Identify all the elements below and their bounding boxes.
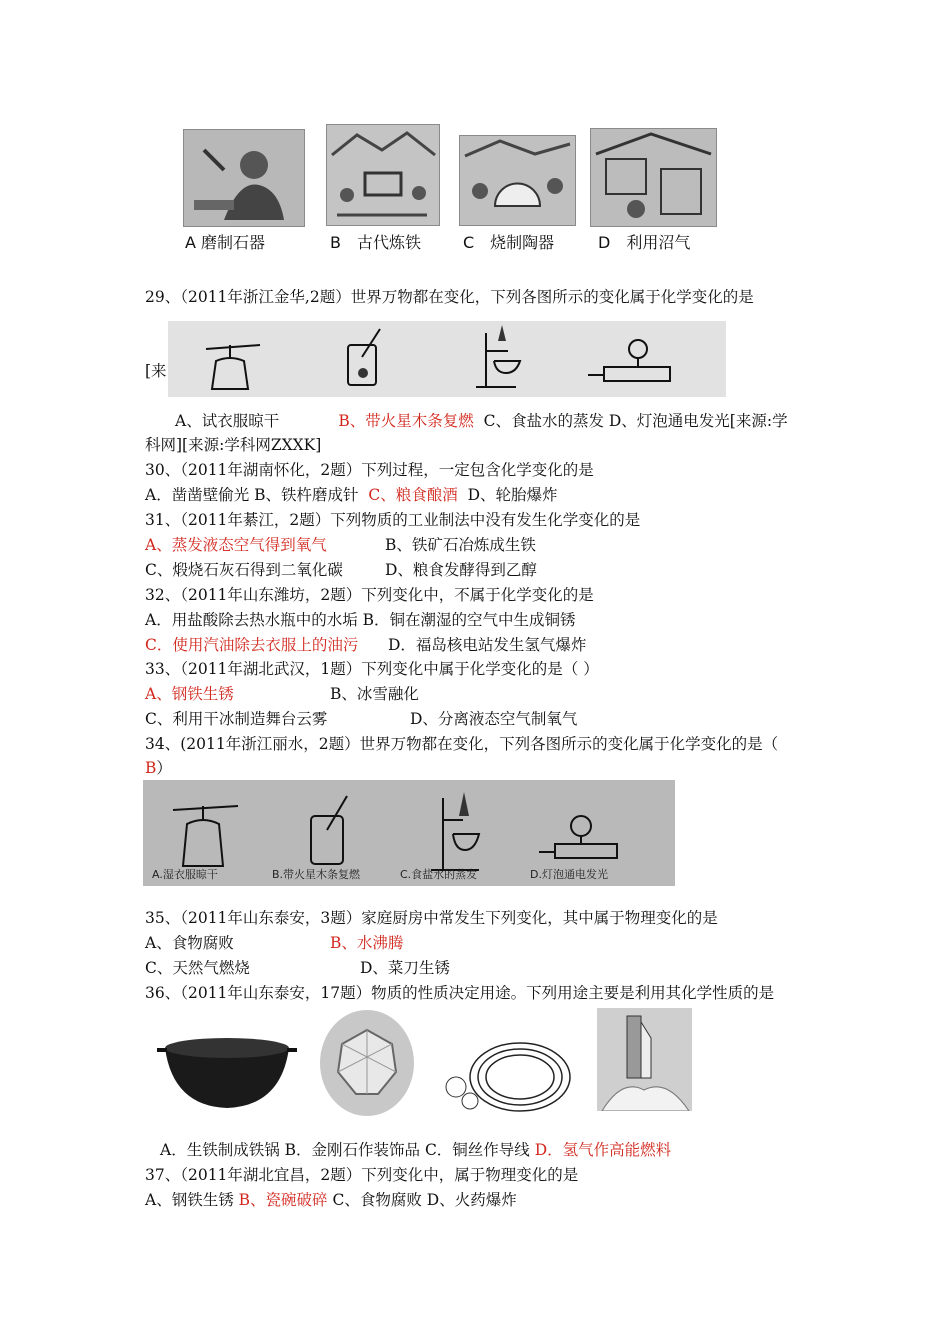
q31-option-d: D、粮食发酵得到乙醇 [385,561,537,579]
q33-option-c: C、利用干冰制造舞台云雾 [145,710,328,728]
q31-option-c: C、煅烧石灰石得到二氧化碳 [145,561,343,579]
q30-stem: 30、（2011年湖南怀化，2题）下列过程，一定包含化学变化的是 [145,461,594,479]
q29-option-cd: C、食盐水的蒸发 D、灯泡通电发光[来源:学 [483,412,788,430]
q30-option-c-answer: C、粮食酿酒 [368,486,458,504]
picture-grinding-stone-tools [183,129,305,227]
q29-option-b-answer: B、带火星木条复燃 [338,412,474,430]
picture-ancient-iron-smelting [326,124,440,226]
q34-label-a: A.湿衣服晾干 [152,868,218,881]
q35-option-c: C、天然气燃烧 [145,959,250,977]
q37-options [145,1189,517,1211]
q36-picture-copper-wire [440,1035,575,1117]
q34-answer-line [145,757,172,779]
q36-picture-diamond [318,1008,416,1118]
q31-stem: 31、（2011年綦江，2题）下列物质的工业制法中没有发生化学变化的是 [145,511,641,529]
q37-option-b-answer: B、瓷碗破碎 [238,1191,328,1209]
q32-stem: 32、（2011年山东潍坊，2题）下列变化中，不属于化学变化的是 [145,586,594,604]
picture-firing-pottery [459,135,576,226]
q30-option-ab: A．凿凿壁偷光 B、铁杵磨成针 [145,486,359,504]
q34-close-paren: ） [156,759,172,777]
q35-option-d: D、菜刀生锈 [360,959,450,977]
q29-option-a: A、试衣服晾干 [175,412,280,430]
q36-options-abc: A．生铁制成铁锅 B．金刚石作装饰品 C．铜丝作导线 [160,1141,530,1159]
q35-option-a: A、食物腐败 [145,934,234,952]
caption-b: B 古代炼铁 [330,233,421,252]
q29-prefix: [来 [145,362,167,380]
q37-option-cd: C、食物腐败 D、火药爆炸 [332,1191,517,1209]
q36-stem-source: 36、（2011年山东泰安，17题） [145,984,372,1002]
q33-option-a-answer: A、钢铁生锈 [145,685,234,703]
q29-figure-strip [168,321,726,397]
q34-answer: B [145,759,157,777]
caption-a: A 磨制石器 [185,233,266,252]
q30-option-d: D、轮胎爆炸 [467,486,558,504]
q36-stem [145,982,774,1004]
q33-option-b: B、冰雪融化 [330,685,419,703]
q37-option-a: A、钢铁生锈 [145,1191,234,1209]
q35-stem: 35、（2011年山东泰安，3题）家庭厨房中常发生下列变化，其中属于物理变化的是 [145,909,718,927]
q32-option-d: D．福岛核电站发生氢气爆炸 [388,636,587,654]
caption-d: D 利用沼气 [598,233,691,252]
q29-tail: 科网][来源:学科网ZXXK] [145,436,322,454]
q30-options [145,484,558,506]
q32-option-c-answer: C．使用汽油除去衣服上的油污 [145,636,359,654]
q33-option-d: D、分离液态空气制氧气 [410,710,578,728]
q29-options [175,410,788,432]
q36-option-d-answer: D．氢气作高能燃料 [534,1141,672,1159]
q31-option-b: B、铁矿石冶炼成生铁 [385,536,536,554]
picture-using-biogas [590,128,717,227]
q35-option-b-answer: B、水沸腾 [330,934,404,952]
q33-stem: 33、（2011年湖北武汉，1题）下列变化中属于化学变化的是（ ） [145,660,599,678]
q31-option-a-answer: A、蒸发液态空气得到氧气 [145,536,327,554]
q36-picture-rocket-launch [597,1008,692,1111]
q37-stem: 37、（2011年湖北宜昌，2题）下列变化中，属于物理变化的是 [145,1166,579,1184]
q34-label-c: C.食盐水的蒸发 [400,868,478,881]
caption-c: C 烧制陶器 [463,233,555,252]
q29-stem: 29、（2011年浙江金华,2题）世界万物都在变化，下列各图所示的变化属于化学变化的是 [145,288,754,306]
q36-stem-question: 物质的性质决定用途。下列用途主要是利用其化学性质的是 [371,984,775,1002]
q36-options [160,1139,671,1161]
q34-label-d: D.灯泡通电发光 [530,868,608,881]
q34-stem: 34、(2011年浙江丽水，2题）世界万物都在变化，下列各图所示的变化属于化学变化的是（ [145,735,779,753]
q36-picture-iron-wok [157,1020,297,1120]
q32-option-ab: A．用盐酸除去热水瓶中的水垢 B．铜在潮湿的空气中生成铜锈 [145,611,576,629]
q34-label-b: B.带火星木条复燃 [272,868,361,881]
